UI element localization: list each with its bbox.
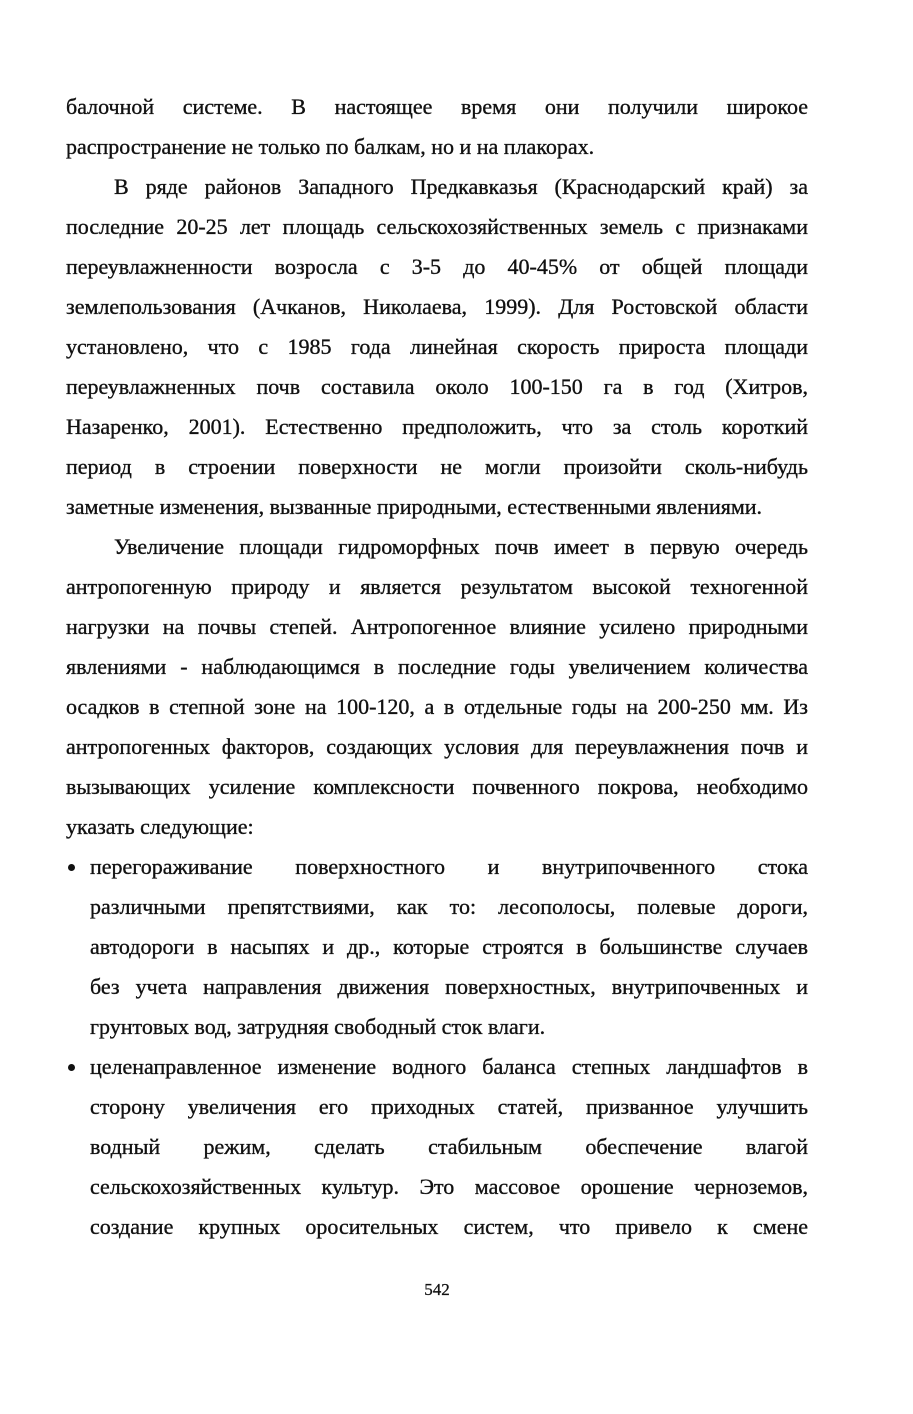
paragraph [66, 87, 808, 167]
text-line: Увеличение площади гидроморфных почв имеет в первую очередь [114, 534, 808, 559]
text-line: вызывающих усиление комплексности почвенного покрова, необходимо [66, 774, 808, 799]
text-line: автодороги в насыпях и др., которые строятся в большинстве случаев [90, 934, 808, 959]
text-line: распространение не только по балкам, но и на плакорах. [66, 134, 595, 159]
text-line: последние 20-25 лет площадь сельскохозяйственных земель с признаками [66, 214, 808, 239]
paragraph [66, 527, 808, 847]
text-line: грунтовых вод, затрудняя свободный сток влаги. [90, 1014, 546, 1039]
text-line: заметные изменения, вызванные природными, естественными явлениями. [66, 494, 763, 519]
bullet-item [66, 1047, 808, 1247]
text-line: сторону увеличения его приходных статей, призванное улучшить [90, 1094, 808, 1119]
page-body [66, 87, 808, 1247]
text-line: явлениями - наблюдающимся в последние годы увеличением количества [66, 654, 808, 679]
text-line: указать следующие: [66, 814, 254, 839]
text-line: переувлажненности возросла с 3-5 до 40-45% от общей площади [66, 254, 808, 279]
text-line: водный режим, сделать стабильным обеспечение влагой [90, 1134, 808, 1159]
text-line: В ряде районов Западного Предкавказья (Краснодарский край) за [114, 174, 808, 199]
text-line: антропогенную природу и является результатом высокой техногенной [66, 574, 808, 599]
bullet-icon [68, 864, 75, 871]
text-line: период в строении поверхности не могли произойти сколь-нибудь [66, 454, 808, 479]
text-line: нагрузки на почвы степей. Антропогенное влияние усилено природными [66, 614, 808, 639]
text-line: создание крупных оросительных систем, что привело к смене [90, 1214, 808, 1239]
text-line: сельскохозяйственных культур. Это массовое орошение черноземов, [90, 1174, 808, 1199]
paragraph [66, 167, 808, 527]
bullet-icon [68, 1064, 75, 1071]
text-line: установлено, что с 1985 года линейная скорость прироста площади [66, 334, 808, 359]
text-line: без учета направления движения поверхностных, внутрипочвенных и [90, 974, 808, 999]
text-line: переувлажненных почв составила около 100-150 га в год (Хитров, [66, 374, 808, 399]
text-line: целенаправленное изменение водного баланса степных ландшафтов в [90, 1054, 808, 1079]
bullet-item [66, 847, 808, 1047]
text-line: перегораживание поверхностного и внутрипочвенного стока [90, 854, 808, 879]
text-line: осадков в степной зоне на 100-120, а в отдельные годы на 200-250 мм. Из [66, 694, 808, 719]
text-line: различными препятствиями, как то: лесополосы, полевые дороги, [90, 894, 808, 919]
page-number: 542 [424, 1280, 450, 1299]
text-line: Назаренко, 2001). Естественно предположить, что за столь короткий [66, 414, 808, 439]
text-line: антропогенных факторов, создающих условия для переувлажнения почв и [66, 734, 808, 759]
text-line: балочной системе. В настоящее время они получили широкое [66, 94, 808, 119]
text-line: землепользования (Ачканов, Николаева, 1999). Для Ростовской области [66, 294, 808, 319]
